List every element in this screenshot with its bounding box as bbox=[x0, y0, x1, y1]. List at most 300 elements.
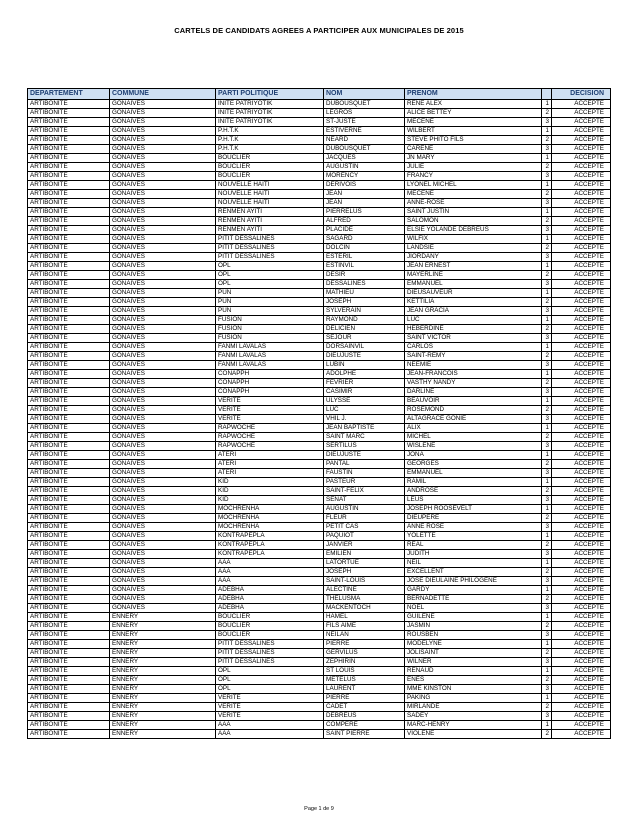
cell-commune: ENNERY bbox=[110, 721, 216, 730]
cell-departement: ARTIBONITE bbox=[28, 505, 110, 514]
cell-departement: ARTIBONITE bbox=[28, 271, 110, 280]
cell-parti: INITE PATRIYOTIK bbox=[216, 109, 324, 118]
cell-parti: FANMI LAVALAS bbox=[216, 352, 324, 361]
cell-nom: LEGROS bbox=[324, 109, 405, 118]
cell-parti: OPL bbox=[216, 271, 324, 280]
cell-prenom: JOSEPH ROOSEVELT bbox=[405, 505, 542, 514]
cell-rank: 2 bbox=[542, 136, 552, 145]
cell-nom: SEJOUR bbox=[324, 334, 405, 343]
cell-nom: LUBIN bbox=[324, 361, 405, 370]
cell-departement: ARTIBONITE bbox=[28, 523, 110, 532]
cell-rank: 3 bbox=[542, 577, 552, 586]
cell-rank: 3 bbox=[542, 658, 552, 667]
cell-nom: LUC bbox=[324, 406, 405, 415]
cell-departement: ARTIBONITE bbox=[28, 514, 110, 523]
cell-rank: 1 bbox=[542, 397, 552, 406]
cell-nom: DIEUJUSTE bbox=[324, 352, 405, 361]
cell-departement: ARTIBONITE bbox=[28, 649, 110, 658]
cell-prenom: DIEUPERE bbox=[405, 514, 542, 523]
cell-nom: SAINT-FELIX bbox=[324, 487, 405, 496]
cell-prenom: RENAUD bbox=[405, 667, 542, 676]
table-row bbox=[28, 136, 611, 145]
cell-commune: GONAIVES bbox=[110, 487, 216, 496]
cell-decision: ACCEPTE bbox=[552, 541, 611, 550]
cell-departement: ARTIBONITE bbox=[28, 253, 110, 262]
cell-decision: ACCEPTE bbox=[552, 397, 611, 406]
cell-decision: ACCEPTE bbox=[552, 415, 611, 424]
table-row bbox=[28, 595, 611, 604]
cell-prenom: PAKING bbox=[405, 694, 542, 703]
cell-prenom: HEBERDINE bbox=[405, 325, 542, 334]
table-row bbox=[28, 613, 611, 622]
cell-nom: COMPERE bbox=[324, 721, 405, 730]
cell-decision: ACCEPTE bbox=[552, 703, 611, 712]
cell-commune: GONAIVES bbox=[110, 109, 216, 118]
cell-decision: ACCEPTE bbox=[552, 712, 611, 721]
cell-rank: 2 bbox=[542, 325, 552, 334]
cell-rank: 1 bbox=[542, 343, 552, 352]
cell-parti: FANMI LAVALAS bbox=[216, 343, 324, 352]
cell-departement: ARTIBONITE bbox=[28, 622, 110, 631]
cell-departement: ARTIBONITE bbox=[28, 631, 110, 640]
cell-nom: ALFRED bbox=[324, 217, 405, 226]
cell-rank: 3 bbox=[542, 550, 552, 559]
cell-parti: BOUCLIER bbox=[216, 631, 324, 640]
cell-nom: DELICIEN bbox=[324, 325, 405, 334]
cell-nom: METELUS bbox=[324, 676, 405, 685]
cell-nom: DERIVOIS bbox=[324, 181, 405, 190]
cell-parti: PITIT DESSALINES bbox=[216, 658, 324, 667]
table-row bbox=[28, 496, 611, 505]
cell-prenom: ANNE-ROSE bbox=[405, 199, 542, 208]
cell-departement: ARTIBONITE bbox=[28, 559, 110, 568]
cell-decision: ACCEPTE bbox=[552, 352, 611, 361]
cell-prenom: SAINT JUSTIN bbox=[405, 208, 542, 217]
cell-decision: ACCEPTE bbox=[552, 370, 611, 379]
cell-prenom: RAMIL bbox=[405, 478, 542, 487]
cell-commune: GONAIVES bbox=[110, 307, 216, 316]
cell-parti: VERITE bbox=[216, 712, 324, 721]
cell-rank: 1 bbox=[542, 478, 552, 487]
cell-parti: KID bbox=[216, 478, 324, 487]
cell-rank: 2 bbox=[542, 622, 552, 631]
cell-decision: ACCEPTE bbox=[552, 217, 611, 226]
cell-commune: GONAIVES bbox=[110, 343, 216, 352]
table-row bbox=[28, 334, 611, 343]
cell-prenom: ELSIE YOLANDE DEBREUS bbox=[405, 226, 542, 235]
cell-nom: ST-JUSTE bbox=[324, 118, 405, 127]
cell-prenom: CARENE bbox=[405, 145, 542, 154]
cell-prenom: MECENE bbox=[405, 190, 542, 199]
cell-commune: GONAIVES bbox=[110, 379, 216, 388]
cell-rank: 2 bbox=[542, 514, 552, 523]
cell-commune: GONAIVES bbox=[110, 433, 216, 442]
table-row bbox=[28, 379, 611, 388]
cell-departement: ARTIBONITE bbox=[28, 244, 110, 253]
cell-parti: BOUCLIER bbox=[216, 613, 324, 622]
cell-rank: 3 bbox=[542, 172, 552, 181]
cell-parti: RAPWOCHE bbox=[216, 433, 324, 442]
cell-decision: ACCEPTE bbox=[552, 289, 611, 298]
cell-prenom: JOSE DIEULAINE PHILOGÈNE bbox=[405, 577, 542, 586]
cell-prenom: NEEMIE bbox=[405, 361, 542, 370]
cell-departement: ARTIBONITE bbox=[28, 406, 110, 415]
table-row bbox=[28, 172, 611, 181]
cell-commune: ENNERY bbox=[110, 703, 216, 712]
cell-nom: MATHIEU bbox=[324, 289, 405, 298]
page-footer: Page 1 de 9 bbox=[304, 806, 334, 812]
cell-rank: 3 bbox=[542, 388, 552, 397]
cell-decision: ACCEPTE bbox=[552, 460, 611, 469]
cell-decision: ACCEPTE bbox=[552, 298, 611, 307]
cell-parti: CONAPPH bbox=[216, 388, 324, 397]
cell-commune: GONAIVES bbox=[110, 127, 216, 136]
cell-nom: DESSALINES bbox=[324, 280, 405, 289]
cell-rank: 2 bbox=[542, 298, 552, 307]
table-row bbox=[28, 658, 611, 667]
cell-prenom: LEUS bbox=[405, 496, 542, 505]
table-row bbox=[28, 649, 611, 658]
cell-departement: ARTIBONITE bbox=[28, 379, 110, 388]
cell-prenom: STEVE PHITO FILS bbox=[405, 136, 542, 145]
cell-rank: 1 bbox=[542, 721, 552, 730]
table-row bbox=[28, 487, 611, 496]
cell-rank: 3 bbox=[542, 523, 552, 532]
cell-nom: CADET bbox=[324, 703, 405, 712]
cell-parti: P.H.T.K bbox=[216, 136, 324, 145]
cell-rank: 2 bbox=[542, 163, 552, 172]
cell-parti: ADEBHA bbox=[216, 586, 324, 595]
cell-decision: ACCEPTE bbox=[552, 649, 611, 658]
cell-commune: GONAIVES bbox=[110, 424, 216, 433]
cell-commune: GONAIVES bbox=[110, 217, 216, 226]
cell-decision: ACCEPTE bbox=[552, 244, 611, 253]
cell-commune: GONAIVES bbox=[110, 469, 216, 478]
cell-prenom: SADEY bbox=[405, 712, 542, 721]
cell-prenom: BEAUVOIR bbox=[405, 397, 542, 406]
cell-prenom: SALOMON bbox=[405, 217, 542, 226]
table-row bbox=[28, 127, 611, 136]
cell-parti: PITIT DESSALINES bbox=[216, 253, 324, 262]
cell-parti: NOUVELLE HAITI bbox=[216, 181, 324, 190]
cell-decision: ACCEPTE bbox=[552, 550, 611, 559]
cell-departement: ARTIBONITE bbox=[28, 163, 110, 172]
cell-departement: ARTIBONITE bbox=[28, 469, 110, 478]
cell-nom: AUGUSTIN bbox=[324, 505, 405, 514]
cell-decision: ACCEPTE bbox=[552, 505, 611, 514]
table-row bbox=[28, 406, 611, 415]
cell-rank: 3 bbox=[542, 280, 552, 289]
cell-rank: 2 bbox=[542, 271, 552, 280]
cell-parti: OPL bbox=[216, 676, 324, 685]
cell-rank: 3 bbox=[542, 631, 552, 640]
cell-prenom: JEAN-FRANCOIS bbox=[405, 370, 542, 379]
table-row bbox=[28, 532, 611, 541]
cell-nom: LATORTUE bbox=[324, 559, 405, 568]
cell-decision: ACCEPTE bbox=[552, 640, 611, 649]
table-row bbox=[28, 343, 611, 352]
cell-commune: GONAIVES bbox=[110, 208, 216, 217]
cell-prenom: ALTAGRACE GONIE bbox=[405, 415, 542, 424]
cell-prenom: MME KINSTON bbox=[405, 685, 542, 694]
cell-departement: ARTIBONITE bbox=[28, 451, 110, 460]
cell-decision: ACCEPTE bbox=[552, 208, 611, 217]
cell-parti: KONTRAPEPLA bbox=[216, 541, 324, 550]
table-row bbox=[28, 631, 611, 640]
cell-parti: OPL bbox=[216, 685, 324, 694]
cell-prenom: WISLENE bbox=[405, 442, 542, 451]
cell-prenom: ANDROSE bbox=[405, 487, 542, 496]
cell-departement: ARTIBONITE bbox=[28, 334, 110, 343]
cell-departement: ARTIBONITE bbox=[28, 352, 110, 361]
table-row bbox=[28, 235, 611, 244]
cell-departement: ARTIBONITE bbox=[28, 181, 110, 190]
cell-prenom: JEAN GRACIA bbox=[405, 307, 542, 316]
cell-rank: 2 bbox=[542, 703, 552, 712]
cell-decision: ACCEPTE bbox=[552, 604, 611, 613]
cell-rank: 2 bbox=[542, 460, 552, 469]
cell-rank: 2 bbox=[542, 595, 552, 604]
cell-commune: ENNERY bbox=[110, 640, 216, 649]
cell-rank: 1 bbox=[542, 586, 552, 595]
cell-parti: OPL bbox=[216, 262, 324, 271]
cell-prenom: EMMANUEL bbox=[405, 469, 542, 478]
cell-nom: CASIMIR bbox=[324, 388, 405, 397]
cell-departement: ARTIBONITE bbox=[28, 415, 110, 424]
cell-nom: ULYSSE bbox=[324, 397, 405, 406]
cell-nom: HAMEL bbox=[324, 613, 405, 622]
cell-departement: ARTIBONITE bbox=[28, 136, 110, 145]
cell-nom: PANTAL bbox=[324, 460, 405, 469]
cell-nom: LAURENT bbox=[324, 685, 405, 694]
cell-commune: GONAIVES bbox=[110, 478, 216, 487]
cell-parti: PITIT DESSALINES bbox=[216, 649, 324, 658]
cell-rank: 3 bbox=[542, 118, 552, 127]
cell-parti: KONTRAPEPLA bbox=[216, 550, 324, 559]
cell-rank: 1 bbox=[542, 532, 552, 541]
cell-rank: 1 bbox=[542, 289, 552, 298]
cell-rank: 1 bbox=[542, 505, 552, 514]
cell-parti: MOCHRENHA bbox=[216, 523, 324, 532]
cell-rank: 2 bbox=[542, 244, 552, 253]
table-row bbox=[28, 352, 611, 361]
cell-departement: ARTIBONITE bbox=[28, 127, 110, 136]
cell-nom: ZEPHIRIN bbox=[324, 658, 405, 667]
cell-commune: GONAIVES bbox=[110, 181, 216, 190]
cell-parti: RENMEN AYITI bbox=[216, 226, 324, 235]
cell-decision: ACCEPTE bbox=[552, 226, 611, 235]
cell-decision: ACCEPTE bbox=[552, 451, 611, 460]
cell-parti: CONAPPH bbox=[216, 379, 324, 388]
cell-rank: 2 bbox=[542, 676, 552, 685]
cell-decision: ACCEPTE bbox=[552, 190, 611, 199]
cell-prenom: JASMIN bbox=[405, 622, 542, 631]
cell-parti: KID bbox=[216, 487, 324, 496]
cell-prenom: JEAN ERNEST bbox=[405, 262, 542, 271]
cell-decision: ACCEPTE bbox=[552, 154, 611, 163]
cell-departement: ARTIBONITE bbox=[28, 658, 110, 667]
cell-nom: PIERRE bbox=[324, 640, 405, 649]
cell-prenom: MECENE bbox=[405, 118, 542, 127]
table-row bbox=[28, 478, 611, 487]
cell-departement: ARTIBONITE bbox=[28, 145, 110, 154]
cell-prenom: MARC-HENRY bbox=[405, 721, 542, 730]
cell-decision: ACCEPTE bbox=[552, 109, 611, 118]
cell-prenom: ALICE BETTEY bbox=[405, 109, 542, 118]
cell-commune: GONAIVES bbox=[110, 190, 216, 199]
cell-decision: ACCEPTE bbox=[552, 127, 611, 136]
cell-commune: GONAIVES bbox=[110, 442, 216, 451]
cell-rank: 2 bbox=[542, 649, 552, 658]
cell-parti: ATERI bbox=[216, 469, 324, 478]
cell-commune: ENNERY bbox=[110, 730, 216, 739]
cell-commune: GONAIVES bbox=[110, 199, 216, 208]
cell-decision: ACCEPTE bbox=[552, 100, 611, 109]
cell-parti: FUSION bbox=[216, 334, 324, 343]
cell-commune: GONAIVES bbox=[110, 280, 216, 289]
cell-departement: ARTIBONITE bbox=[28, 154, 110, 163]
cell-rank: 3 bbox=[542, 442, 552, 451]
header-commune: COMMUNE bbox=[110, 89, 216, 100]
cell-prenom: YOLETTE bbox=[405, 532, 542, 541]
cell-parti: PUN bbox=[216, 289, 324, 298]
cell-departement: ARTIBONITE bbox=[28, 550, 110, 559]
cell-departement: ARTIBONITE bbox=[28, 361, 110, 370]
header-departement: DEPARTEMENT bbox=[28, 89, 110, 100]
cell-nom: DUBOUSQUET bbox=[324, 145, 405, 154]
cell-parti: OPL bbox=[216, 280, 324, 289]
cell-parti: ATERI bbox=[216, 451, 324, 460]
cell-nom: PLACIDE bbox=[324, 226, 405, 235]
cell-prenom: BERNADETTE bbox=[405, 595, 542, 604]
cell-commune: GONAIVES bbox=[110, 532, 216, 541]
table-row bbox=[28, 721, 611, 730]
cell-decision: ACCEPTE bbox=[552, 388, 611, 397]
cell-departement: ARTIBONITE bbox=[28, 496, 110, 505]
cell-commune: GONAIVES bbox=[110, 406, 216, 415]
cell-rank: 2 bbox=[542, 352, 552, 361]
cell-decision: ACCEPTE bbox=[552, 280, 611, 289]
cell-commune: GONAIVES bbox=[110, 415, 216, 424]
cell-prenom: VASTHY NANDY bbox=[405, 379, 542, 388]
cell-rank: 1 bbox=[542, 100, 552, 109]
cell-parti: AAA bbox=[216, 568, 324, 577]
cell-commune: GONAIVES bbox=[110, 244, 216, 253]
cell-nom: VHIL J. bbox=[324, 415, 405, 424]
cell-decision: ACCEPTE bbox=[552, 199, 611, 208]
cell-decision: ACCEPTE bbox=[552, 118, 611, 127]
cell-decision: ACCEPTE bbox=[552, 271, 611, 280]
cell-departement: ARTIBONITE bbox=[28, 217, 110, 226]
cell-prenom: LYONEL MICHEL bbox=[405, 181, 542, 190]
table-row bbox=[28, 451, 611, 460]
cell-rank: 1 bbox=[542, 127, 552, 136]
cell-rank: 3 bbox=[542, 361, 552, 370]
cell-departement: ARTIBONITE bbox=[28, 595, 110, 604]
cell-commune: GONAIVES bbox=[110, 505, 216, 514]
cell-rank: 1 bbox=[542, 316, 552, 325]
cell-nom: JEAN BAPTISTE bbox=[324, 424, 405, 433]
cell-commune: GONAIVES bbox=[110, 154, 216, 163]
cell-nom: ST LOUIS bbox=[324, 667, 405, 676]
cell-nom: EMILIEN bbox=[324, 550, 405, 559]
cell-commune: GONAIVES bbox=[110, 388, 216, 397]
cell-prenom: REAL bbox=[405, 541, 542, 550]
cell-decision: ACCEPTE bbox=[552, 262, 611, 271]
cell-commune: GONAIVES bbox=[110, 568, 216, 577]
cell-departement: ARTIBONITE bbox=[28, 280, 110, 289]
cell-parti: FANMI LAVALAS bbox=[216, 361, 324, 370]
cell-nom: ESTINVIL bbox=[324, 262, 405, 271]
cell-prenom: LANDSIE bbox=[405, 244, 542, 253]
cell-rank: 1 bbox=[542, 613, 552, 622]
cell-nom: DOLCIN bbox=[324, 244, 405, 253]
cell-prenom: FRANCY bbox=[405, 172, 542, 181]
cell-parti: BOUCLIER bbox=[216, 163, 324, 172]
cell-departement: ARTIBONITE bbox=[28, 478, 110, 487]
table-row bbox=[28, 253, 611, 262]
cell-decision: ACCEPTE bbox=[552, 613, 611, 622]
table-row bbox=[28, 559, 611, 568]
cell-departement: ARTIBONITE bbox=[28, 640, 110, 649]
table-row bbox=[28, 469, 611, 478]
table-row bbox=[28, 415, 611, 424]
cell-departement: ARTIBONITE bbox=[28, 730, 110, 739]
cell-commune: ENNERY bbox=[110, 712, 216, 721]
cell-prenom: DARLINE bbox=[405, 388, 542, 397]
cell-departement: ARTIBONITE bbox=[28, 109, 110, 118]
table-row bbox=[28, 622, 611, 631]
cell-prenom: GARDY bbox=[405, 586, 542, 595]
cell-prenom: SAINT-REMY bbox=[405, 352, 542, 361]
cell-departement: ARTIBONITE bbox=[28, 694, 110, 703]
cell-commune: GONAIVES bbox=[110, 604, 216, 613]
table-row bbox=[28, 280, 611, 289]
cell-prenom: WILFIX bbox=[405, 235, 542, 244]
cell-nom: SAGARD bbox=[324, 235, 405, 244]
cell-departement: ARTIBONITE bbox=[28, 604, 110, 613]
cell-decision: ACCEPTE bbox=[552, 622, 611, 631]
cell-departement: ARTIBONITE bbox=[28, 685, 110, 694]
cell-decision: ACCEPTE bbox=[552, 568, 611, 577]
cell-decision: ACCEPTE bbox=[552, 442, 611, 451]
cell-nom: PETIT CAS bbox=[324, 523, 405, 532]
cell-commune: ENNERY bbox=[110, 676, 216, 685]
cell-commune: GONAIVES bbox=[110, 325, 216, 334]
cell-parti: BOUCLIER bbox=[216, 154, 324, 163]
cell-nom: PASTEUR bbox=[324, 478, 405, 487]
cell-prenom: NOEL bbox=[405, 604, 542, 613]
cell-departement: ARTIBONITE bbox=[28, 442, 110, 451]
table-row bbox=[28, 307, 611, 316]
cell-commune: GONAIVES bbox=[110, 118, 216, 127]
table-row bbox=[28, 676, 611, 685]
cell-decision: ACCEPTE bbox=[552, 694, 611, 703]
cell-nom: ESTIVERNE bbox=[324, 127, 405, 136]
table-row bbox=[28, 550, 611, 559]
table-row bbox=[28, 208, 611, 217]
cell-prenom: WILNER bbox=[405, 658, 542, 667]
table-row bbox=[28, 244, 611, 253]
cell-nom: DUBOUSQUET bbox=[324, 100, 405, 109]
table-row bbox=[28, 460, 611, 469]
cell-parti: RAPWOCHE bbox=[216, 442, 324, 451]
cell-parti: RAPWOCHE bbox=[216, 424, 324, 433]
cell-nom: ADOLPHE bbox=[324, 370, 405, 379]
table-row bbox=[28, 703, 611, 712]
table-row bbox=[28, 100, 611, 109]
cell-rank: 3 bbox=[542, 469, 552, 478]
